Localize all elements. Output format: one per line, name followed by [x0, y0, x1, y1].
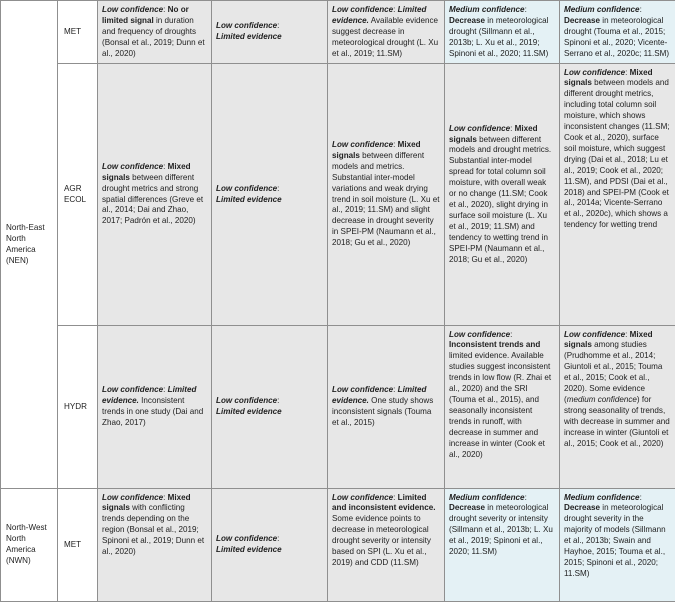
table-row-nen-met: [1, 1, 675, 64]
region-label: (NWN): [6, 556, 31, 565]
cell-nwn-met-col5: Medium confidence: Decrease in meteorological drought severity in the majority of models (Sillmann et al., 2013b; Swain and Hayhoe, 2015; Touma et al., 2015; Spinoni et al., 2020; 11.SM): [560, 488, 675, 601]
region-label: (NEN): [6, 256, 28, 265]
cell-nen-hydr-col5: Low confidence: Mixed signals among studies (Prudhomme et al., 2014; Giuntoli et al., 2015; Touma et al., 2015; Cook et al., 2020). Some evidence (medium confidence) for strong seasonality of trends, with decrease in summer and increase in winter (Giuntoli et al., 2015; Cook et al., 2020): [560, 325, 675, 488]
cell-nen-hydr-col2: Low confidence: Limited evidence: [212, 325, 328, 488]
cell-nen-agr-col4: Low confidence: Mixed signals between different models and drought metrics. Substantial inter-model spread for total column soil moisture, with overall weak or no change (11.SM; Cook et al., 2020), slight drying in surface soil moisture (L. Xu et al., 2019; 11.SM) and tendency to wetting trend in SPEI-PM (Naumann et al., 2018; Gu et al., 2020): [445, 63, 560, 325]
table-row-nwn-met: [1, 488, 675, 601]
region-label: America: [6, 245, 36, 254]
region-label: America: [6, 545, 36, 554]
cell-nen-met-col5: Medium confidence: Decrease in meteorological drought (Touma et al., 2015; Spinoni et al., 2020; Vicente-Serrano et al., 2020c; 11.SM): [560, 1, 675, 64]
cell-nen-hydr-col1: Low confidence: Limited evidence. Inconsistent trends in one study (Dai and Zhao, 2017): [98, 325, 212, 488]
type-label: MET: [64, 27, 81, 36]
table-row-nen-agr: [1, 63, 675, 325]
region-cell-nwn: [1, 488, 58, 601]
region-label: North: [6, 534, 26, 543]
cell-nwn-met-col4: Medium confidence: Decrease in meteorological drought severity or intensity (Sillmann et al., 2013b; L. Xu et al., 2019; Spinoni et al., 2020; 11.SM): [445, 488, 560, 601]
region-label: North-West: [6, 523, 47, 532]
cell-nen-hydr-col3: Low confidence: Limited evidence. One study shows inconsistent signals (Touma et al., 2015): [328, 325, 445, 488]
type-cell-met: [58, 488, 98, 601]
type-cell-met: [58, 1, 98, 64]
region-label: North-East: [6, 223, 45, 232]
region-label: North: [6, 234, 26, 243]
type-label: AGR: [64, 184, 82, 193]
cell-nen-agr-col3: Low confidence: Mixed signals between different models and metrics. Substantial inter-model variations and weak drying trend in soil moisture (L. Xu et al., 2019; 11.SM) and slight decrease in drought severity in SPEI-PM (Naumann et al., 2018; Gu et al., 2020): [328, 63, 445, 325]
cell-nen-met-col1: Low confidence: No or limited signal in duration and frequency of droughts (Bonsal et al., 2019; Dunn et al., 2020): [98, 1, 212, 64]
cell-nwn-met-col1: Low confidence: Mixed signals with conflicting trends depending on the region (Bonsal et al., 2019; Spinoni et al., 2019; Dunn et al., 2020): [98, 488, 212, 601]
cell-nwn-met-col2: Low confidence: Limited evidence: [212, 488, 328, 601]
type-cell-hydr: [58, 325, 98, 488]
cell-nen-met-col4: Medium confidence: Decrease in meteorological drought (Sillmann et al., 2013b; L. Xu et al., 2019; Spinoni et al., 2020; 11.SM): [445, 1, 560, 64]
cell-nwn-met-col3: Low confidence: Limited and inconsistent evidence. Some evidence points to decrease in meteorological drought severity or intensity based on SPI (L. Xu et al., 2019) and CDD (11.SM): [328, 488, 445, 601]
type-cell-agr-ecol: [58, 63, 98, 325]
cell-nen-agr-col5: Low confidence: Mixed signals between models and different drought metrics, including total column soil moisture, which shows inconsistent changes (11.SM; Cook et al., 2020), surface soil moisture, which suggest drying (Dai et al., 2018; Lu et al., 2019; Cook et al., 2020; 11.SM), and PDSI (Dai et al., 2018) and SPEI-PM (Cook et al., 2014a; Vicente-Serrano et al., 2020c), which shows a tendency for wetting trend: [560, 63, 675, 325]
cell-nen-agr-col2: Low confidence: Limited evidence: [212, 63, 328, 325]
region-cell-nen: [1, 1, 58, 489]
cell-nen-met-col3: Low confidence: Limited evidence. Available evidence suggest decrease in meteorological drought (L. Xu et al., 2019; 11.SM): [328, 1, 445, 64]
type-label: HYDR: [64, 402, 87, 411]
cell-nen-met-col2: Low confidence: Limited evidence: [212, 1, 328, 64]
table-row-nen-hydr: [1, 325, 675, 488]
cell-nen-agr-col1: Low confidence: Mixed signals between different drought metrics and strong spatial differences (Greve et al., 2014; Dai and Zhao, 2017; Padrón et al., 2020): [98, 63, 212, 325]
type-label: MET: [64, 540, 81, 549]
type-label: ECOL: [64, 195, 86, 204]
cell-nen-hydr-col4: Low confidence: Inconsistent trends and limited evidence. Available studies suggest inconsistent trends in low flow (R. Zhai et al., 2020) and the SRI (Touma et al., 2015), and seasonally inconsistent trends in runoff, with decrease in summer and increase in winter (Cook et al., 2020): [445, 325, 560, 488]
